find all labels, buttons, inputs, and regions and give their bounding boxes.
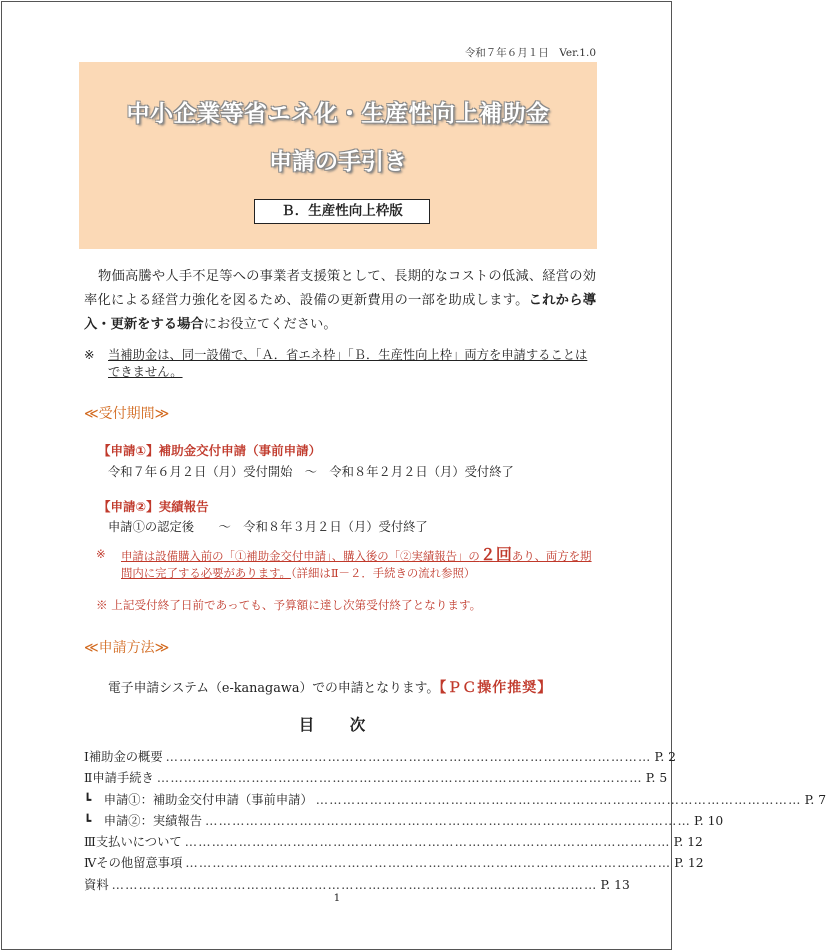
- toc-leader: ………………………………………………………………………………………………: [185, 856, 672, 871]
- note-mark: ※: [84, 348, 95, 362]
- toc-number: 資: [84, 877, 97, 892]
- intro-text-end: にお役立てください。: [203, 317, 337, 332]
- warning-two-steps: [96, 546, 596, 582]
- document-title: 中小企業等省エネ化・生産性向上補助金: [126, 101, 550, 127]
- toc-row[interactable]: [84, 768, 668, 789]
- toc-page: P. 12: [674, 856, 704, 871]
- toc-leader: ………………………………………………………………………………………………: [315, 792, 802, 807]
- method-text: [108, 677, 552, 697]
- warning-mark: ※: [96, 547, 106, 561]
- toc-label: 支払いについて: [95, 835, 182, 850]
- toc-page: P. 13: [600, 877, 630, 892]
- toc-leader: ………………………………………………………………………………………………: [165, 750, 652, 764]
- intro-paragraph: [84, 265, 596, 337]
- warning-text-pre: 申請は設備購入前の「①補助金交付申請」、購入後の「②実績報告」の: [121, 549, 480, 563]
- edition-badge: Ｂ．生産性向上枠版: [254, 199, 430, 224]
- toc-number: Ⅳ: [84, 856, 97, 871]
- toc-row[interactable]: [84, 811, 724, 832]
- page-number: 1: [333, 892, 341, 904]
- toc-label: 申請手続き: [92, 771, 154, 786]
- application2-label: 【申請②】実績報告: [98, 499, 209, 514]
- toc-row[interactable]: [84, 853, 704, 874]
- toc-page: P. 12: [673, 835, 703, 850]
- toc-number: Ⅲ: [84, 835, 96, 850]
- toc-row[interactable]: [84, 747, 676, 768]
- version-date: 令和７年６月１日 Ver.1.0: [464, 47, 596, 59]
- period-heading: ≪受付期間≫: [84, 406, 170, 422]
- toc-label: ┗ 申請②：実績報告: [84, 813, 203, 828]
- toc-number: Ⅰ: [84, 750, 89, 764]
- toc-page: P. 7: [804, 792, 826, 807]
- warning-body: [121, 546, 596, 582]
- toc-label: 補助金の概要: [88, 750, 163, 764]
- warning-detail: （詳細はⅡ－２．手続きの流れ参照）: [290, 566, 476, 580]
- toc-number: Ⅱ: [84, 771, 93, 786]
- toc-leader: ………………………………………………………………………………………………: [184, 835, 671, 850]
- method-emphasis: 【ＰＣ操作推奨】: [439, 680, 553, 696]
- toc-title: 目 次: [298, 716, 376, 734]
- toc-row[interactable]: [84, 790, 826, 811]
- warning-two-times: ２回: [479, 545, 512, 564]
- toc-leader: ………………………………………………………………………………………………: [111, 877, 598, 892]
- toc-leader: ………………………………………………………………………………………………: [156, 771, 643, 786]
- table-of-contents: [84, 747, 826, 896]
- warning-budget: ※ 上記受付終了日前であっても、予算額に達し次第受付終了となります。: [96, 598, 482, 612]
- toc-page: P. 10: [693, 813, 724, 828]
- intro-text: 物価高騰や人手不足等への事業者支援策として、長期的なコストの低減、経営の効率化による経営力強化を図るため、設備の更新費用の一部を助成します。: [84, 269, 596, 308]
- application1-label: 【申請①】補助金交付申請（事前申請）: [98, 443, 322, 458]
- intro-bold: これから導入・更新をする場合: [84, 293, 597, 332]
- method-heading: ≪申請方法≫: [84, 640, 170, 656]
- note-text: 当補助金は、同一設備で、「Ａ．省エネ枠」「Ｂ．生産性向上枠」両方を申請することはできません。: [108, 348, 588, 379]
- toc-label: その他留意事項: [96, 856, 183, 871]
- toc-leader: ………………………………………………………………………………………………: [205, 813, 691, 828]
- toc-label: 料: [96, 877, 109, 892]
- application2-period: 申請①の認定後 ～ 令和８年３月２日（月）受付終了: [108, 520, 428, 534]
- toc-page: P. 2: [654, 750, 676, 764]
- toc-page: P. 5: [645, 771, 668, 786]
- method-description: 電子申請システム（e-kanagawa）での申請となります。: [108, 681, 440, 696]
- document-subtitle: 申請の手引き: [269, 149, 407, 175]
- warning-text-post: あり、両方を期間内に完了する必要があります。: [121, 549, 592, 580]
- note-duplicate-application: [84, 347, 596, 381]
- title-banner: [79, 62, 597, 249]
- application1-period: 令和７年６月２日（月）受付開始 ～ 令和８年２月２日（月）受付終了: [108, 465, 514, 479]
- toc-row[interactable]: [84, 832, 703, 853]
- toc-label: ┗ 申請①：補助金交付申請（事前申請）: [84, 792, 313, 807]
